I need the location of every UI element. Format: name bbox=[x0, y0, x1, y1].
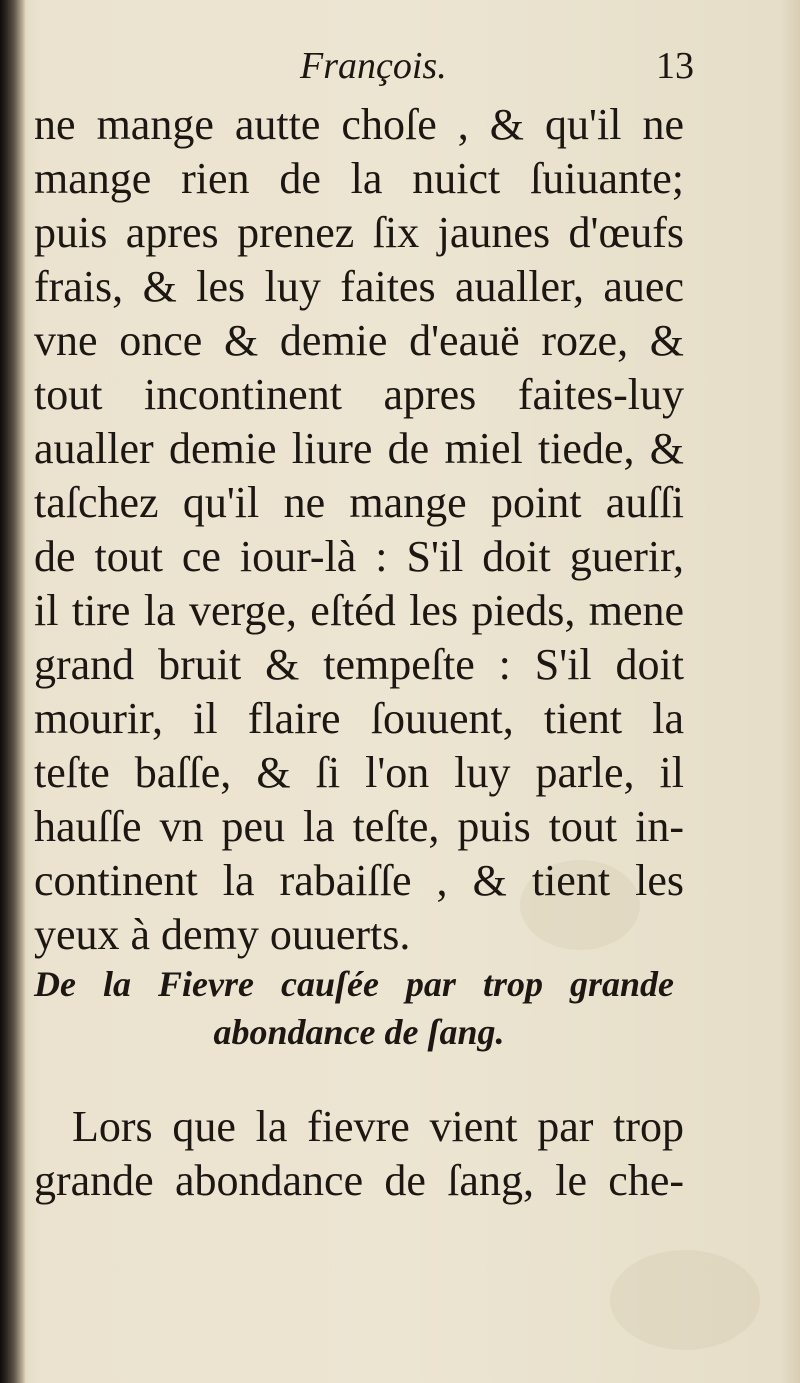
paper-stain bbox=[610, 1250, 760, 1350]
text-line: mange rien de la nuict ſuiuante; bbox=[34, 154, 684, 203]
text-line: teſte baſſe, & ſi l'on luy parle, il bbox=[34, 748, 684, 797]
text-line: continent la rabaiſſe , & tient les bbox=[34, 856, 684, 905]
running-title: François. bbox=[300, 45, 447, 87]
text-line: de tout ce iour-là : S'il doit guerir, bbox=[34, 532, 684, 581]
text-line: yeux à demy ouuerts. bbox=[34, 910, 411, 959]
text-line: Lors que la fievre vient par trop bbox=[72, 1102, 684, 1151]
text-line: mourir, il flaire ſouuent, tient la bbox=[34, 694, 684, 743]
page-gutter bbox=[0, 0, 26, 1383]
text-line: hauſſe vn peu la teſte, puis tout in- bbox=[34, 802, 684, 851]
text-line: taſchez qu'il ne mange point auſſi bbox=[34, 478, 684, 527]
section-heading bbox=[34, 960, 684, 1056]
text-line: grande abondance de ſang, le che- bbox=[34, 1156, 684, 1205]
text-line: ne mange autte choſe , & qu'il ne bbox=[34, 100, 684, 149]
heading-line: abondance de ſang. bbox=[213, 1012, 505, 1052]
text-line: puis apres prenez ſix jaunes d'œufs bbox=[34, 208, 684, 257]
text-line: vne once & demie d'eauë roze, & bbox=[34, 316, 684, 365]
heading-line: De la Fievre cauſée par trop grande bbox=[34, 964, 674, 1004]
paragraph-1 bbox=[34, 98, 684, 962]
page-number: 13 bbox=[656, 45, 694, 87]
running-head bbox=[0, 44, 800, 94]
text-line: il tire la verge, eſtéd les pieds, mene bbox=[34, 586, 684, 635]
text-line: aualler demie liure de miel tiede, & bbox=[34, 424, 684, 473]
text-line: grand bruit & tempeſte : S'il doit bbox=[34, 640, 684, 689]
paragraph-2 bbox=[34, 1100, 684, 1208]
text-line: tout incontinent apres faites-luy bbox=[34, 370, 684, 419]
text-line: frais, & les luy faites aualler, auec bbox=[34, 262, 684, 311]
